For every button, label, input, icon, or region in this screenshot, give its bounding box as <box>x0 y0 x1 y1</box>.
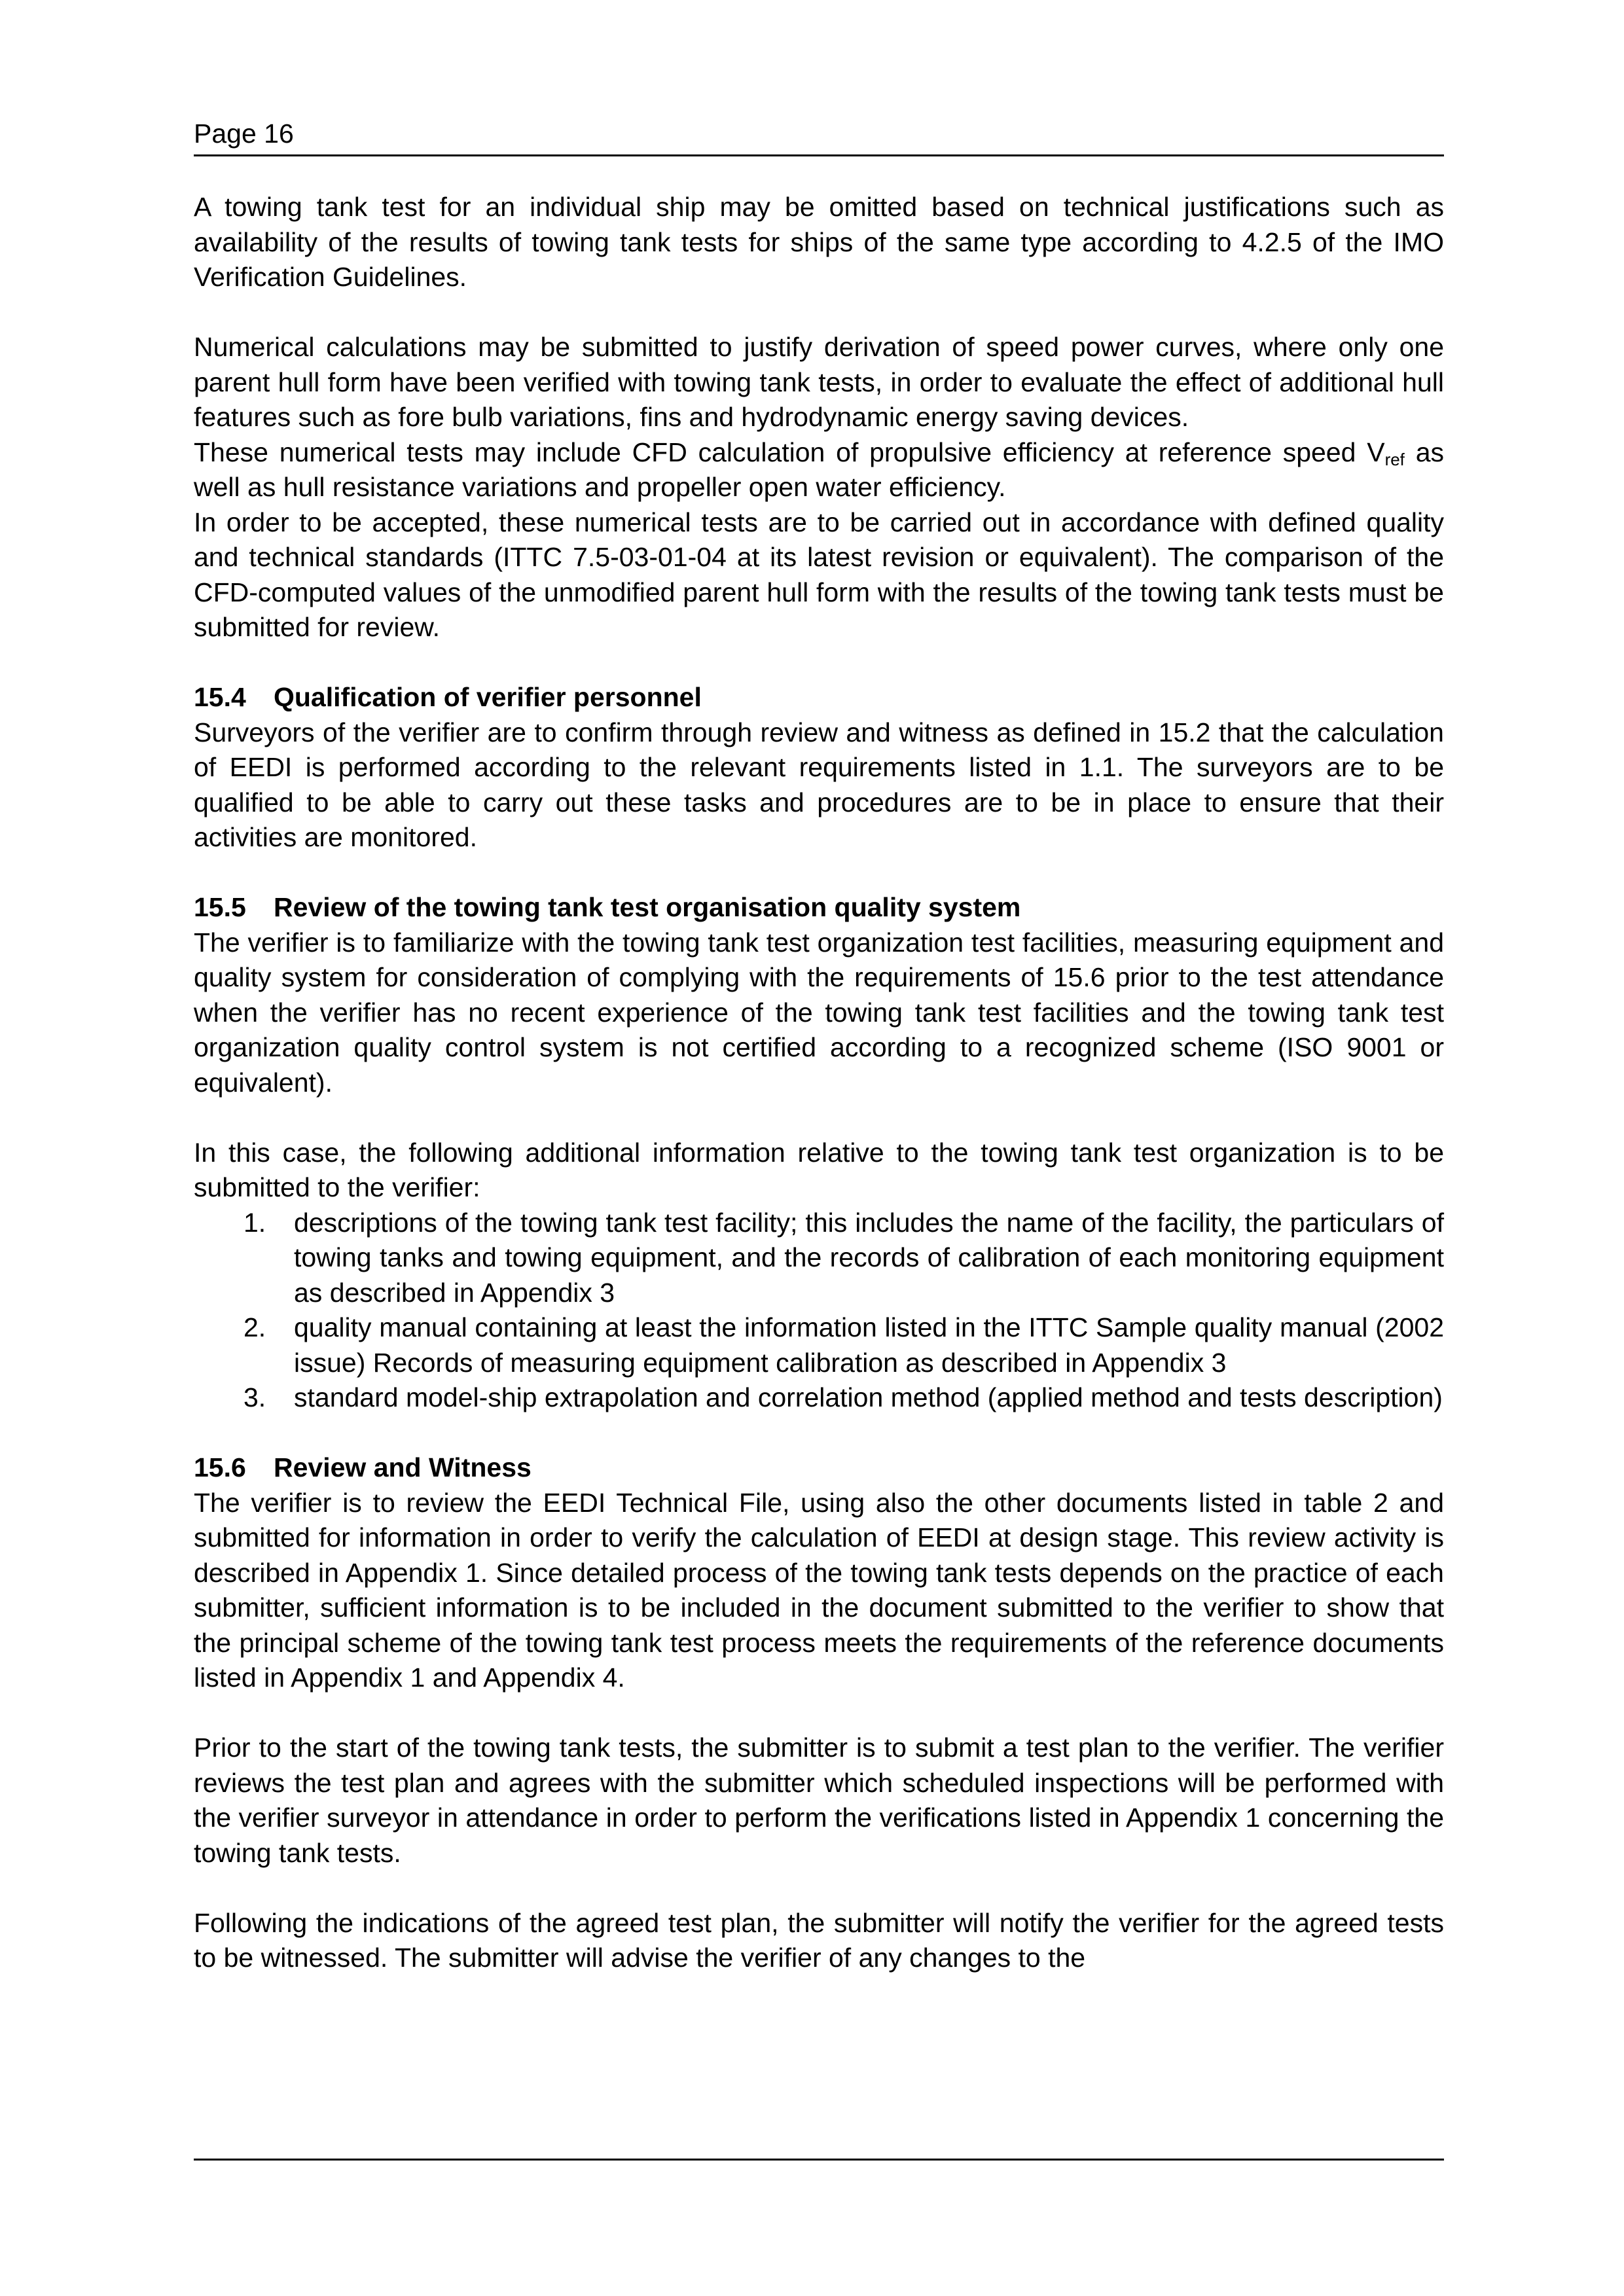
list-item <box>194 1206 1444 1311</box>
list-item <box>194 1310 1444 1380</box>
list-item-text: standard model-ship extrapolation and correlation method (applied method and tests description) <box>294 1382 1443 1412</box>
paragraph: Following the indications of the agreed test plan, the submitter will notify the verifier for the agreed tests to be witnessed. The submitter will advise the verifier of any changes to the <box>194 1907 1444 1973</box>
paragraph: Prior to the start of the towing tank tests, the submitter is to submit a test plan to the verifier. The verifier reviews the test plan and agrees with the submitter which scheduled inspections will be performed with the verifier surveyor in attendance in order to perform the verifications listed in Appendix 1 concerning the towing tank tests. <box>194 1732 1444 1868</box>
list-item <box>194 1380 1444 1416</box>
section-heading-15-6 <box>194 1450 1444 1486</box>
paragraph: Surveyors of the verifier are to confirm through review and witness as defined in 15.2 that the calculation of EEDI is performed according to the relevant requirements listed in 1.1. The surveyors are to be qualified to be able to carry out these tasks and procedures are to be in place to ensure that their activities are monitored. <box>194 717 1444 852</box>
paragraph <box>194 435 1444 505</box>
section-number: 15.4 <box>194 682 246 712</box>
paragraph: The verifier is to familiarize with the towing tank test organization test facilities, measuring equipment and quality system for consideration of complying with the requirements of 15.6 prior to the test attendance when the verifier has no recent experience of the towing tank test facilities and the towing tank test organization quality control system is not certified according to a recognized scheme (ISO 9001 or equivalent). <box>194 927 1444 1098</box>
section-heading-15-4 <box>194 680 1444 715</box>
page-header <box>194 118 1444 156</box>
section-title: Qualification of verifier personnel <box>274 682 702 712</box>
list-item-text: quality manual containing at least the information listed in the ITTC Sample quality manual (2002 issue) Records of measuring equipment calibration as described in Appendix 3 <box>294 1312 1444 1378</box>
section-heading-15-5 <box>194 890 1444 925</box>
section-number: 15.6 <box>194 1452 246 1482</box>
list-item-text: descriptions of the towing tank test facility; this includes the name of the facility, the particulars of towing tanks and towing equipment, and the records of calibration of each monitoring equipment as described in Appendix 3 <box>294 1207 1444 1308</box>
subscript-ref: ref <box>1384 449 1405 469</box>
list-marker: 2. <box>244 1312 266 1342</box>
paragraph-text: These numerical tests may include CFD calculation of propulsive efficiency at reference speed V <box>194 437 1385 467</box>
paragraph: The verifier is to review the EEDI Technical File, using also the other documents listed in table 2 and submitted for information in order to verify the calculation of EEDI at design stage. This review activity is described in Appendix 1. Since detailed process of the towing tank tests depends on the practice of each submitter, sufficient information is to be included in the document submitted to the verifier to show that the principal scheme of the towing tank test process meets the requirements of the reference documents listed in Appendix 1 and Appendix 4. <box>194 1487 1444 1693</box>
numbered-list <box>194 1206 1444 1416</box>
document-body <box>194 190 1444 1976</box>
section-title: Review of the towing tank test organisation quality system <box>274 892 1021 922</box>
paragraph: Numerical calculations may be submitted to justify derivation of speed power curves, where only one parent hull form have been verified with towing tank tests, in order to evaluate the effect of additional hull features such as fore bulb variations, fins and hydrodynamic energy saving devices. <box>194 332 1444 432</box>
footer-rule <box>194 2159 1444 2161</box>
section-title: Review and Witness <box>274 1452 532 1482</box>
section-number: 15.5 <box>194 892 246 922</box>
paragraph: A towing tank test for an individual ship may be omitted based on technical justifications such as availability of the results of towing tank tests for ships of the same type according to 4.2.5 of the IMO Verification Guidelines. <box>194 192 1444 292</box>
paragraph: In this case, the following additional information relative to the towing tank test organization is to be submitted to the verifier: <box>194 1137 1444 1202</box>
list-marker: 3. <box>244 1382 266 1412</box>
paragraph-text: as well as hull resistance variations and propeller open water efficiency. <box>194 437 1444 502</box>
page-number: Page 16 <box>194 118 294 149</box>
list-marker: 1. <box>244 1207 266 1238</box>
paragraph: In order to be accepted, these numerical tests are to be carried out in accordance with defined quality and technical standards (ITTC 7.5-03-01-04 at its latest revision or equivalent). The comparison of the CFD-computed values of the unmodified parent hull form with the results of the towing tank tests must be submitted for review. <box>194 507 1444 642</box>
